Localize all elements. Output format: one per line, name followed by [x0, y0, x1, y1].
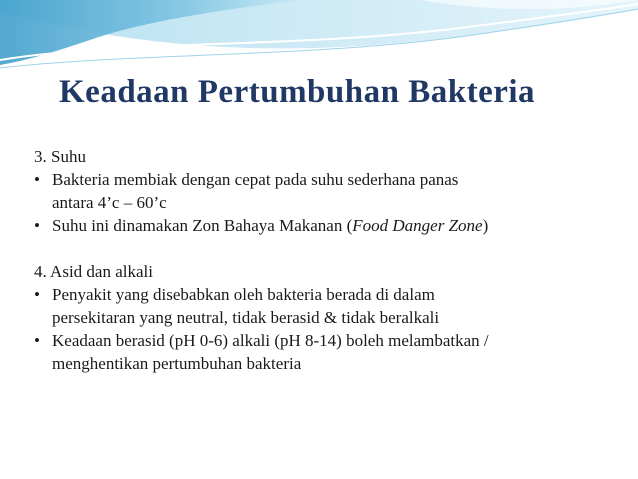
bullet-suhu-1 — [34, 168, 624, 214]
bullet-text-end: ) — [482, 216, 489, 235]
bullet-line: Keadaan berasid (pH 0-6) alkali (pH 8-14) boleh melambatkan / — [52, 331, 489, 350]
header-wave-decoration — [0, 0, 638, 80]
bullet-line: Penyakit yang disebabkan oleh bakteria berada di dalam — [52, 285, 435, 304]
bullet-line: Bakteria membiak dengan cepat pada suhu sederhana panas — [52, 170, 459, 189]
bullet-suhu-2 — [34, 214, 624, 237]
bullet-dot: • — [34, 331, 40, 350]
bullet-line: menghentikan pertumbuhan bakteria — [52, 354, 302, 373]
bullet-line: antara 4’c – 60’c — [52, 193, 167, 212]
bullet-text-italic: Food Danger Zone — [352, 216, 483, 235]
bullet-dot: • — [34, 216, 40, 235]
bullet-line: persekitaran yang neutral, tidak berasid & tidak beralkali — [52, 308, 440, 327]
bullet-dot: • — [34, 285, 40, 304]
slide-content — [34, 145, 624, 375]
section-heading-suhu: 3. Suhu — [34, 147, 86, 166]
bullet-text: Suhu ini dinamakan Zon Bahaya Makanan ( — [52, 216, 353, 235]
bullet-dot: • — [34, 170, 40, 189]
bullet-asid-2 — [34, 329, 624, 375]
bullet-asid-1 — [34, 283, 624, 329]
slide-title: Keadaan Pertumbuhan Bakteria — [59, 74, 536, 110]
section-spacer — [34, 237, 624, 260]
section-heading-asid: 4. Asid dan alkali — [34, 262, 153, 281]
